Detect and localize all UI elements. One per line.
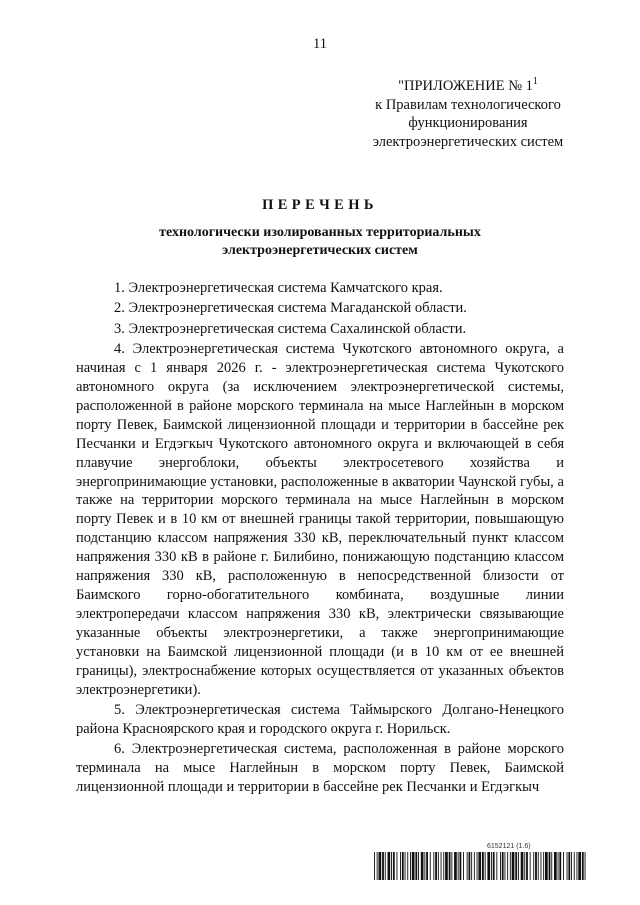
document-title: ПЕРЕЧЕНЬ <box>262 197 378 213</box>
page-number: 11 <box>313 36 327 52</box>
list-item-4: 4. Электроэнергетическая система Чукотского автономного округа, а начиная с 1 января 2026 г. - электроэнергетическая система Чукотского автономного округа (за исключением электроэнергетической системы, расположенной в районе морского терминала на мысе Наглейнын в морском порту Певек, Баимской лицензионной площади и территории в бассейне рек Песчанки и Егдэгкыч Чукотского автономного округа и включающей в себя плавучие энергоблоки, объекты электросетевого хозяйства и энергопринимающие установки, расположенные в акватории Чаунской губы, а также на территории морского терминала на мысе Наглейнын в морском порту Певек и в 10 км от внешней границы такой территории, повышающую подстанцию классом напряжения 330 кВ, переключательный пункт классом напряжения 330 кВ в районе г. Билибино, понижающую подстанцию классом напряжения 330 кВ, расположенную в непосредственной близости от Баимского горно-обогатительного комбината, воздушные линии электропередачи классом напряжения 330 кВ, электрически связывающие указанные объекты электроэнергетики, а также энергопринимающие установки на Баимской лицензионной площади (и в 10 км от ее внешней границы), электроснабжение которых осуществляется от указанных объектов электроэнергетики). <box>76 341 564 698</box>
appendix-title <box>346 77 590 96</box>
appendix-line-1: к Правилам технологического <box>375 96 561 113</box>
list-item-5: 5. Электроэнергетическая система Таймырского Долгано-Ненецкого района Красноярского края и городского округа г. Норильск. <box>76 701 564 737</box>
subtitle-line-2: электроэнергетических систем <box>222 243 418 258</box>
appendix-header <box>346 77 590 151</box>
appendix-title-text: "ПРИЛОЖЕНИЕ № 1 <box>398 78 533 94</box>
subtitle-line-1: технологически изолированных территориальных <box>159 225 481 240</box>
document-code: 6152121 (1.6) <box>487 843 531 850</box>
list-body <box>76 279 564 798</box>
list-item-2: 2. Электроэнергетическая система Магаданской области. <box>114 300 467 317</box>
appendix-superscript: 1 <box>532 76 538 87</box>
barcode <box>374 852 586 880</box>
appendix-line-2: функционирования <box>408 115 528 131</box>
list-item-1: 1. Электроэнергетическая система Камчатского края. <box>114 280 443 296</box>
document-subtitle <box>110 224 530 260</box>
list-item-6: 6. Электроэнергетическая система, расположенная в районе морского терминала на мысе Наглейнын в морском порту Певек, Баимской лицензионной площади и территории в бассейне рек Песчанки и Егдэгкыч <box>76 741 564 796</box>
appendix-line-3: электроэнергетических систем <box>372 133 564 150</box>
list-item-3: 3. Электроэнергетическая система Сахалинской области. <box>114 320 467 337</box>
